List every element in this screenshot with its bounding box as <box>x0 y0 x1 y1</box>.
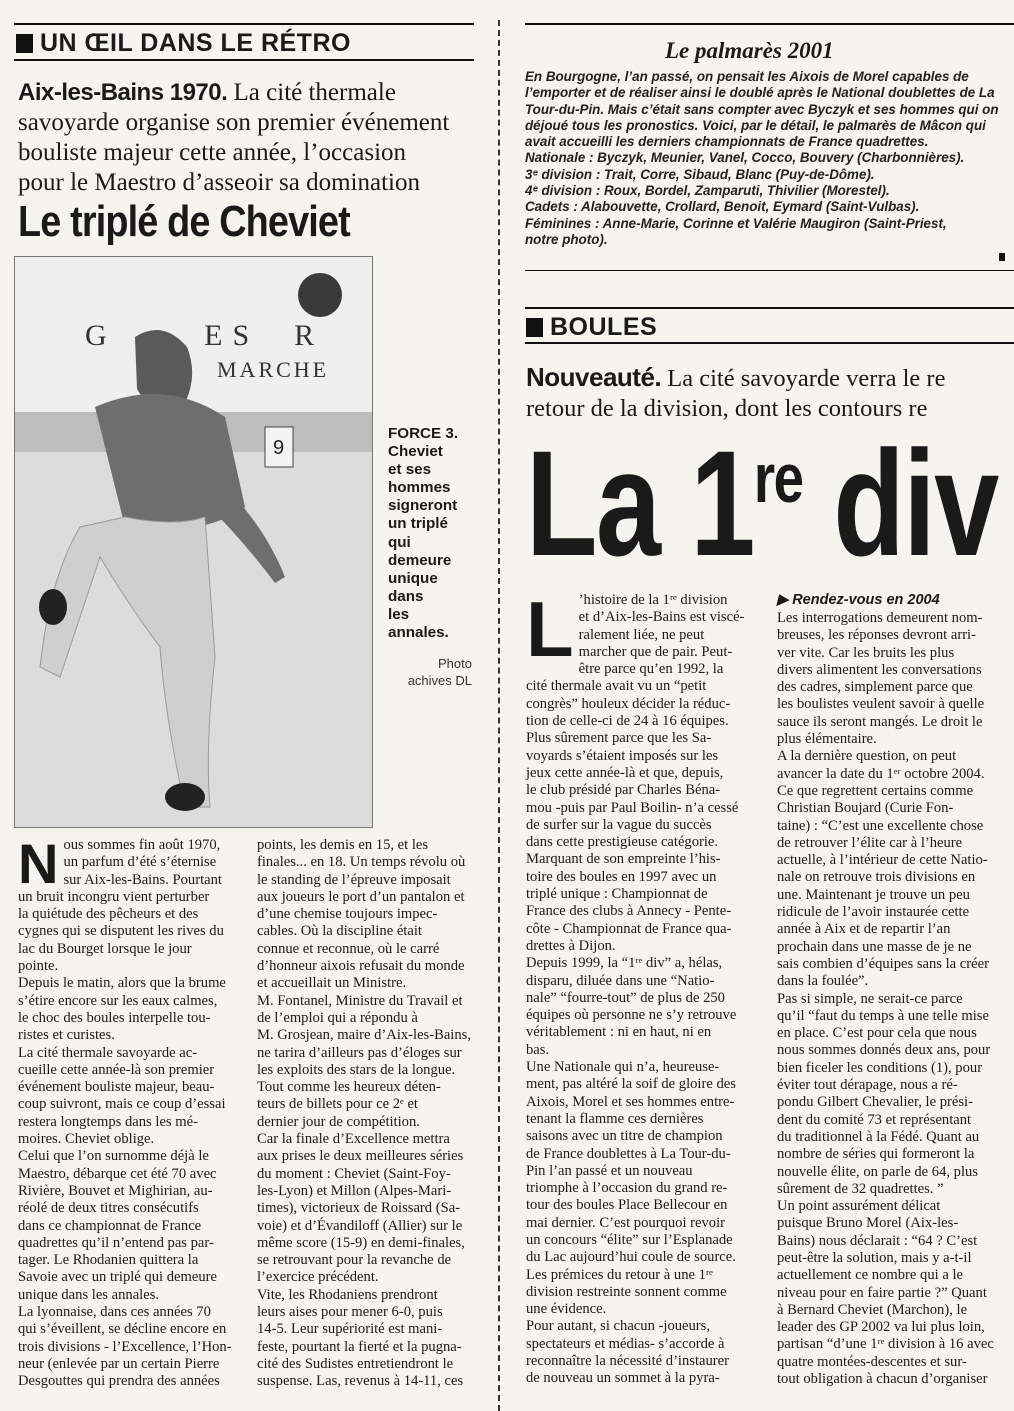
text-line: de retrouver l’élite car à l’heure <box>777 834 963 851</box>
text-line: nale” “fourre-tout” de plus de 250 <box>526 989 725 1006</box>
text-line: Bains) nous déclarait : “64 ? C’est <box>777 1232 978 1249</box>
left-body-col-1 <box>18 832 232 1391</box>
page-gutter-rule <box>498 20 500 1411</box>
text-line: mou -puis par Paul Boilin- n’a cessé <box>526 799 739 816</box>
text-line: dent du comité 73 et représentant <box>777 1111 972 1128</box>
text-line: Rivière, Bouvet et Mighirian, au- <box>18 1182 213 1199</box>
text-line: en place. C’est pour cela que nous <box>777 1025 977 1042</box>
text-line: neur (enlevée par un certain Pierre <box>18 1355 220 1372</box>
caption-line: unique <box>388 569 438 587</box>
text-line: les boulistes veulent savoir à quelle <box>777 696 985 713</box>
text-line: sauce ils seront mangés. Le droit le <box>777 713 983 730</box>
dropcap-n: N <box>18 832 59 895</box>
text-line: année à Aix et de repartir l’an <box>777 921 951 938</box>
kicker-line: La cité savoyarde verra le re <box>667 365 946 392</box>
text-line: éviter tout dérapage, nous a ré- <box>777 1077 958 1094</box>
text-line: les exploits des stars de la longue. <box>257 1061 456 1078</box>
kicker-line: bouliste majeur cette année, l’occasion <box>18 139 407 166</box>
text-line: Depuis 1999, la “1ʳᵉ div” a, hélas, <box>526 955 723 972</box>
text-line: times), victorieux de Roissard (Sa- <box>257 1200 461 1217</box>
text-line: l’exercice précédent. <box>257 1269 379 1286</box>
text-line: le standing de l’épreuve imposait <box>257 871 451 888</box>
text-line: Cadets : Alabouvette, Crollard, Benoit, Eymard (Saint-Vulbas). <box>525 199 920 215</box>
text-line: déjoué tous les pronostics. Voici, par le détail, le palmarès de Mâcon qui <box>525 117 986 133</box>
text-line: et accueillait un Ministre. <box>257 975 407 992</box>
text-line: de France doublettes à La Tour-du- <box>526 1145 731 1162</box>
left-kicker <box>18 78 478 198</box>
text-line: aux joueurs le port d’un pantalon et <box>257 888 465 905</box>
text-line: actuelle, à l’intérieur de cette Natio- <box>777 852 988 869</box>
text-line: saisons avec un titre de champion <box>526 1128 723 1145</box>
right-headline <box>526 428 1014 578</box>
text-line: et d’Aix-les-Bains est viscé- <box>578 609 745 626</box>
section-label-text: UN ŒIL DANS LE RÉTRO <box>40 29 351 57</box>
text-line: France des clubs à Annecy - Pente- <box>526 903 732 920</box>
caption-line: hommes <box>388 479 451 497</box>
text-line: M. Grosjean, maire d’Aix-les-Bains, <box>257 1027 471 1044</box>
text-line: équipes où personne ne s’y retrouve <box>526 1007 737 1024</box>
text-line: avancer la date du 1ᵉʳ octobre 2004. <box>777 765 985 782</box>
text-line: du moment : Cheviet (Saint-Foy- <box>257 1165 451 1182</box>
photo-sign-marche: MARCHE <box>217 357 330 382</box>
text-line: M. Fontanel, Ministre du Travail et <box>257 992 463 1009</box>
right-body-col-4 <box>777 610 1006 1388</box>
text-line: Celui que l’on surnomme déjà le <box>18 1148 209 1165</box>
text-line: nous sommes donnés deux ans, pour <box>777 1042 991 1059</box>
text-line: voyards s’étaient imposés sur les <box>526 747 719 764</box>
text-line: tout obligation à chacun d’organiser <box>777 1371 988 1388</box>
cheviet-photo <box>14 256 373 828</box>
col4-subhead <box>777 592 940 608</box>
text-line: réolé de deux titres consécutifs <box>18 1200 199 1217</box>
text-line: ment, pas altéré la soif de gloire des <box>526 1076 736 1093</box>
text-line: s’étire encore sur les eaux calmes, <box>18 992 218 1009</box>
text-line: de l’emploi qui a répondu à <box>257 1009 418 1026</box>
section-square-icon <box>16 34 33 53</box>
right-kicker <box>526 362 1014 424</box>
text-line: événement bouliste majeur, beau- <box>18 1079 215 1096</box>
text-line: notre photo). <box>525 231 608 247</box>
text-line: suspense. Las, revenus à 14-11, ces <box>257 1373 464 1390</box>
section-label-text: BOULES <box>550 313 658 341</box>
text-line: l’emporter et de réaliser ainsi le doublé après le National doublettes de La <box>525 85 995 101</box>
palmares-end-mark <box>999 253 1005 261</box>
palmares-bottom-rule <box>525 270 1014 271</box>
text-line: voie) et d’Évandiloff (Allier) sur le <box>257 1217 463 1234</box>
text-line: lac du Bourget lorsque le jour <box>18 940 192 957</box>
text-line: La cité thermale savoyarde ac- <box>18 1044 198 1061</box>
text-line: aux prises le deux meilleures séries <box>257 1148 464 1165</box>
text-line: congrès” houleux décider la réduc- <box>526 695 731 712</box>
text-line: disparu, diluée dans une “Natio- <box>526 972 715 989</box>
text-line: quadrettes qu’il n’entend pas par- <box>18 1234 214 1251</box>
text-line: marcher que de pair. Peut- <box>578 643 733 660</box>
text-line: Christian Boujard (Curie Fon- <box>777 800 954 817</box>
col4-subhead-text: Rendez-vous en 2004 <box>792 592 940 608</box>
kicker-line: retour de la division, dont les contours re <box>526 395 928 422</box>
caption-line: un triplé <box>388 515 448 533</box>
text-line: plus élémentaire. <box>777 731 877 748</box>
boules-top-rule <box>525 307 1014 309</box>
text-line: des cadres, simplement parce que <box>777 679 973 696</box>
text-line: unique dans les annales. <box>18 1286 160 1303</box>
text-line: sûrement de 32 quadrettes. ” <box>777 1180 944 1197</box>
text-line: Pas si simple, ne serait-ce parce <box>777 990 963 1007</box>
text-line: niveau pour en faire partie ?” Quant <box>777 1284 987 1301</box>
text-line: dans la foulée”. <box>777 973 869 990</box>
caption-line: Cheviet <box>388 443 443 461</box>
text-line: cité thermale avait vu un “petit <box>526 678 707 695</box>
caption-line: les <box>388 605 410 623</box>
text-line: 3ᵉ division : Trait, Corre, Sibaud, Blanc (Puy-de-Dôme). <box>525 166 875 182</box>
headline-superscript: re <box>753 439 803 517</box>
caption-line: signeront <box>388 497 458 515</box>
text-line: partisan “d’une 1ʳᵉ division à 16 avec <box>777 1336 994 1353</box>
text-line: cueille cette année-là son premier <box>18 1061 215 1078</box>
text-line: à Bernard Cheviet (Marchon), le <box>777 1301 968 1318</box>
text-line: ristes et curistes. <box>18 1027 115 1044</box>
palmares-box <box>525 69 1014 248</box>
text-line: Un point assurément délicat <box>777 1198 941 1215</box>
text-line: de nouveau un sommet à la pyra- <box>526 1370 720 1387</box>
text-line: Nationale : Byczyk, Meunier, Vanel, Cocco, Bouvery (Charbonnières). <box>525 150 965 166</box>
left-body-col-2 <box>257 837 473 1391</box>
text-line: moires. Cheviet oblige. <box>18 1131 155 1148</box>
photo-credit <box>398 655 472 689</box>
text-line: un parfum d’été s’éternise <box>63 854 217 871</box>
text-line: le choc des boules interpelle tou- <box>18 1009 211 1026</box>
text-line: du Lac aujourd’hui coule de source. <box>526 1249 736 1266</box>
text-line: une évidence. <box>526 1301 607 1318</box>
text-line: d’une chemise toujours impec- <box>257 906 438 923</box>
text-line: Pin l’an passé et un nouveau <box>526 1162 693 1179</box>
kicker-bold: Aix-les-Bains 1970. <box>18 79 228 106</box>
text-line: être parce qu’en 1992, la <box>578 661 724 678</box>
text-line: ralement liée, ne peut <box>578 626 705 643</box>
text-line: feste, pourtant la fierté et la pugna- <box>257 1338 462 1355</box>
text-line: connue et reconnue, où le carré <box>257 940 440 957</box>
text-line: Une Nationale qui n’a, heureuse- <box>526 1059 720 1076</box>
text-line: breuses, les réponses devront arri- <box>777 627 976 644</box>
text-line: 14-5. Leur supériorité est mani- <box>257 1321 443 1338</box>
text-line: cygnes qui se disputent les rives du <box>18 923 224 940</box>
section-label-boules <box>526 313 657 342</box>
text-line: dernier jour de compétition. <box>257 1113 420 1130</box>
text-line: restera longtemps dans les mé- <box>18 1113 198 1130</box>
text-line: teurs de billets pour ce 2ᵉ et <box>257 1096 418 1113</box>
text-line: leader des GP 2002 va lui plus loin, <box>777 1319 985 1336</box>
text-line: Car la finale d’Excellence mettra <box>257 1131 450 1148</box>
right-body-col-3 <box>526 585 753 1388</box>
text-line: coup suivront, mais ce coup d’essai <box>18 1096 226 1113</box>
section-square-icon <box>526 318 543 337</box>
text-line: Savoie avec un triplé qui demeure <box>18 1269 217 1286</box>
text-line: divers alimentent les conversations <box>777 661 982 678</box>
kicker-bold: Nouveauté. <box>526 362 662 392</box>
caption-line: qui <box>388 533 411 551</box>
text-line: puisque Bruno Morel (Aix-les- <box>777 1215 959 1232</box>
text-line: A la dernière question, on peut <box>777 748 957 765</box>
kicker-line: pour le Maestro d’asseoir sa domination <box>18 169 420 196</box>
kicker-line: savoyarde organise son premier événement <box>18 109 450 136</box>
text-line: triomphe à l’occasion du grand re- <box>526 1180 728 1197</box>
text-line: nale on retrouve trois divisions en <box>777 869 976 886</box>
text-line: la quiétude des pêcheurs et des <box>18 906 199 923</box>
right-top-rule <box>525 23 1014 25</box>
headline-part: La 1 <box>526 428 754 578</box>
text-line: bien ficeler les conditions (1), pour <box>777 1059 983 1076</box>
text-line: prochain dans une masse de je ne <box>777 938 972 955</box>
text-line: Ce que regrettent certains comme <box>777 782 974 799</box>
text-line: 4ᵉ division : Roux, Bordel, Zamparuti, Thivilier (Morestel). <box>525 183 890 199</box>
text-line: un concours “élite” sur l’Esplanade <box>526 1231 733 1248</box>
text-line: toire des boules en 1997 avec un <box>526 868 717 885</box>
text-line: bas. <box>526 1041 550 1058</box>
text-line: Aixois, Morel et ses hommes entre- <box>526 1093 735 1110</box>
text-line: sais combien d’équipes sans la créer <box>777 955 989 972</box>
photo-caption <box>388 425 468 642</box>
text-line: se retrouvant pour la revanche de <box>257 1252 452 1269</box>
photo-number-plate: 9 <box>273 437 285 459</box>
text-line: nombre de séries qui formeront la <box>777 1146 975 1163</box>
text-line: dans ce championnat de France <box>18 1217 202 1234</box>
text-line: dans cette prestigieuse catégorie. <box>526 834 719 851</box>
text-line: cité des Sudistes entretiendront le <box>257 1355 454 1372</box>
text-line: quatre montées-descentes et sur- <box>777 1353 967 1370</box>
text-line: Depuis le matin, alors que la brume <box>18 975 226 992</box>
text-line: trois divisions - l’Excellence, l’Hon- <box>18 1338 232 1355</box>
text-line: véritablement : ni en haut, ni en <box>526 1024 712 1041</box>
caption-line: annales. <box>388 624 449 642</box>
section-label-retro <box>16 29 351 58</box>
text-line: Pour autant, si chacun -joueurs, <box>526 1318 710 1335</box>
text-line: d’honneur aixois refusait du monde <box>257 958 465 975</box>
left-top-rule <box>14 23 474 25</box>
left-headline: Le triplé de Cheviet <box>18 197 350 246</box>
text-line: les-Lyon) et Millon (Alpes-Mari- <box>257 1182 452 1199</box>
text-line: côte - Championnat de France qua- <box>526 920 732 937</box>
text-line: sur Aix-les-Bains. Pourtant <box>63 871 222 888</box>
text-line: mai dernier. C’est pourquoi revoir <box>526 1214 725 1231</box>
credit-line: Photo <box>438 656 472 671</box>
text-line: Les interrogations demeurent nom- <box>777 610 983 626</box>
text-line: une. Maintenant je trouve un peu <box>777 886 970 903</box>
text-line: Desgouttes qui prendra des années <box>18 1373 220 1390</box>
text-line: Tout comme les heureux déten- <box>257 1079 441 1096</box>
text-line: Tour-du-Pin. Mais c’était sans compter avec Byczyk et ses hommes qui on <box>525 101 999 117</box>
text-line: nouvelle élite, on parle de 64, plus <box>777 1163 979 1180</box>
text-line: jeux cette année-là et que, depuis, <box>526 764 724 781</box>
text-line: tion de celle-ci de 24 à 16 équipes. <box>526 713 729 730</box>
text-line: actuellement ce nombre qui a le <box>777 1267 963 1284</box>
text-line: tenant la flamme ces dernières <box>526 1110 704 1127</box>
text-line: peut-être la solution, mais y a-t-il <box>777 1249 972 1266</box>
text-line: ous sommes fin août 1970, <box>63 837 221 853</box>
headline-part: div <box>802 428 998 578</box>
text-line: finales... en 18. Un temps révolu où <box>257 854 466 871</box>
text-line: triplé unique : Championnat de <box>526 886 708 903</box>
text-line: pondu Gilbert Chevalier, le prési- <box>777 1094 973 1111</box>
text-line: Marquant de son empreinte l’his- <box>526 851 721 868</box>
caption-line: FORCE 3. <box>388 425 459 442</box>
text-line: le club présidé par Charles Béna- <box>526 782 721 799</box>
text-line: Les prémices du retour à une 1ʳᵉ <box>526 1266 713 1283</box>
text-line: drettes à Dijon. <box>526 937 616 954</box>
triangle-right-icon: ▶ <box>777 592 789 608</box>
text-line: Féminines : Anne-Marie, Corinne et Valérie Maugiron (Saint-Priest, <box>525 215 947 231</box>
text-line: taine) : “C’est une excellente chose <box>777 817 984 834</box>
text-line: Maestro, débarque cet été 70 avec <box>18 1165 217 1182</box>
text-line: division restreinte sonnent comme <box>526 1283 727 1300</box>
palmares-title: Le palmarès 2001 <box>665 38 834 63</box>
dropcap-l: L <box>526 585 574 673</box>
text-line: Plus sûrement parce que les Sa- <box>526 730 712 747</box>
text-line: tour des boules Place Bellecour en <box>526 1197 728 1214</box>
photo-sign-top: G ES R <box>85 319 325 352</box>
boules-bottom-rule <box>525 342 1014 344</box>
text-line: de surfer sur la vague du succès <box>526 816 712 833</box>
text-line: pointe. <box>18 958 59 975</box>
kicker-line: La cité thermale <box>233 79 396 106</box>
text-line: qu’il “faut du temps à une telle mise <box>777 1007 989 1024</box>
text-line: ver vite. Car les bruits les plus <box>777 644 955 661</box>
text-line: points, les demis en 15, et les <box>257 837 429 853</box>
text-line: Vite, les Rhodaniens prendront <box>257 1286 438 1303</box>
text-line: ne tarira d’ailleurs pas d’éloges sur <box>257 1044 462 1061</box>
text-line: un bruit incongru vient perturber <box>18 888 210 905</box>
text-line: avait accueilli les derniers championnats de France quadrettes. <box>525 134 929 150</box>
text-line: En Bourgogne, l’an passé, on pensait les Aixois de Morel capables de <box>525 69 969 84</box>
text-line: spectateurs et médias- s’accorde à <box>526 1335 725 1352</box>
credit-line: achives DL <box>407 673 472 688</box>
text-line: même score (15-9) en demi-finales, <box>257 1234 465 1251</box>
text-line: qui s’éveillent, se décline encore en <box>18 1321 227 1338</box>
text-line: reconnaître la nécessité d’instaurer <box>526 1353 729 1370</box>
text-line: ridicule de l’avoir instaurée cette <box>777 904 970 921</box>
caption-line: dans <box>388 587 424 605</box>
left-section-rule <box>14 59 474 61</box>
caption-line: et ses <box>388 461 432 479</box>
text-line: cables. Où la discipline était <box>257 923 422 940</box>
text-line: ’histoire de la 1ʳᵉ division <box>578 592 728 608</box>
caption-line: demeure <box>388 551 452 569</box>
text-line: du traditionnel à la Fédé. Quant au <box>777 1128 980 1145</box>
text-line: La lyonnaise, dans ces années 70 <box>18 1304 211 1321</box>
text-line: tager. Le Rhodanien quittera la <box>18 1252 199 1269</box>
text-line: leurs aises pour mener 6-0, puis <box>257 1304 443 1321</box>
